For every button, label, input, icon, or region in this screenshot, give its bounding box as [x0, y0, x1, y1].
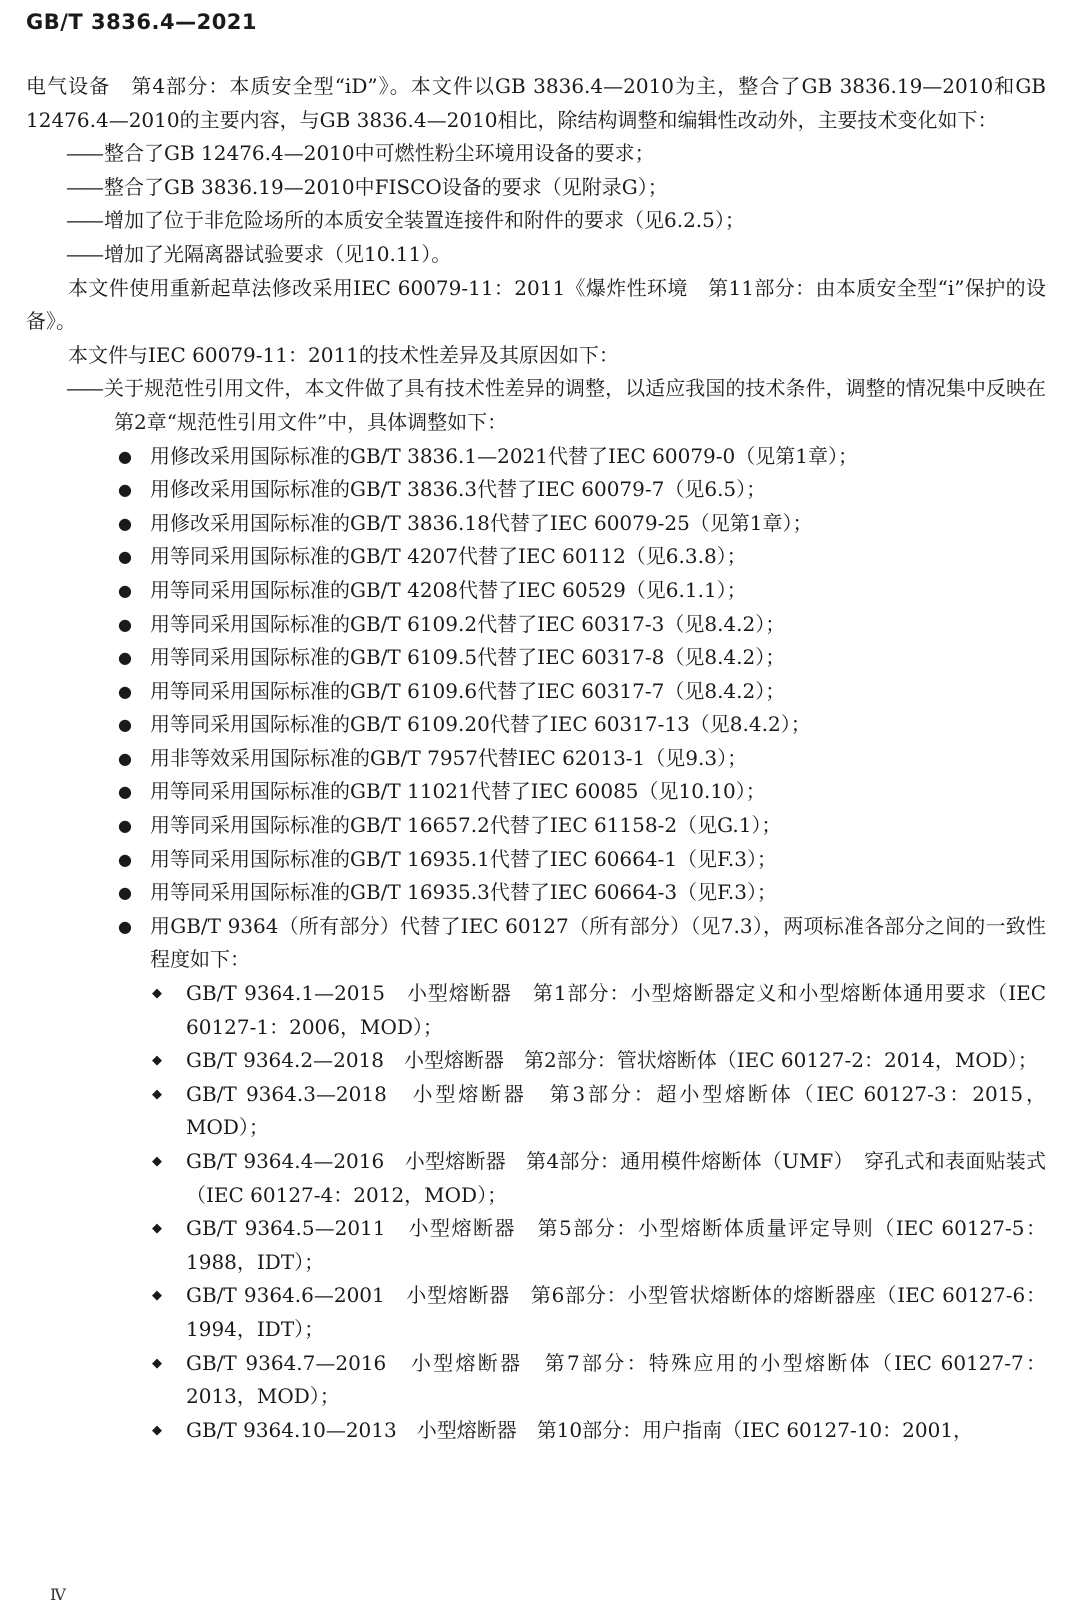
- diamond-marker: ◆: [152, 1154, 162, 1169]
- list-item: [26, 641, 1046, 675]
- bullet-text: 用等同采用国际标准的GB/T 4207代替了IEC 60112（见6.3.8）；: [150, 544, 747, 569]
- bullet-text: 用等同采用国际标准的GB/T 4208代替了IEC 60529（见6.1.1）；: [150, 577, 747, 602]
- list-item: [26, 440, 1046, 474]
- bullet-marker: ●: [118, 648, 132, 668]
- list-item: [26, 608, 1046, 642]
- bullet-text: 用等同采用国际标准的GB/T 6109.2代替了IEC 60317-3（见8.4.2）；: [150, 611, 786, 636]
- list-item: [26, 1044, 1046, 1078]
- list-item: [26, 574, 1046, 608]
- bullet-text: 用等同采用国际标准的GB/T 6109.5代替了IEC 60317-8（见8.4.2）；: [150, 645, 786, 670]
- dash-marker: ——: [66, 174, 102, 199]
- sub-item-text: GB/T 9364.10—2013 小型熔断器 第10部分：用户指南（IEC 60127-10：2001，: [186, 1417, 974, 1442]
- sub-item-text: GB/T 9364.7—2016 小型熔断器 第7部分：特殊应用的小型熔断体（IEC 60127-7：2013，MOD）；: [186, 1350, 1046, 1409]
- list-item: [26, 540, 1046, 574]
- sub-item-text: GB/T 9364.1—2015 小型熔断器 第1部分：小型熔断器定义和小型熔断体通用要求（IEC 60127-1：2006，MOD）；: [186, 981, 1046, 1039]
- list-item: [26, 1279, 1046, 1346]
- bullet-marker: ●: [118, 782, 132, 802]
- page-number: Ⅳ: [50, 1585, 66, 1604]
- list-item: [26, 137, 1046, 171]
- diamond-marker: ◆: [152, 986, 162, 1002]
- list-item: [26, 742, 1046, 776]
- list-item: [26, 708, 1046, 742]
- bullet-marker: ●: [118, 816, 132, 836]
- change-text: 整合了GB 12476.4—2010中可燃性粉尘环境用设备的要求；: [104, 141, 655, 166]
- change-text: 整合了GB 3836.19—2010中FISCO设备的要求（见附录G）；: [104, 174, 668, 199]
- sub-item-text: GB/T 9364.2—2018 小型熔断器 第2部分：管状熔断体（IEC 60127-2：2014，MOD）；: [186, 1048, 1038, 1073]
- bullet-marker: ●: [118, 681, 132, 701]
- bullet-text: 用等同采用国际标准的GB/T 16657.2代替了IEC 61158-2（见G.1）；: [150, 813, 782, 838]
- list-item: [26, 1347, 1046, 1414]
- change-text: 增加了光隔离器试验要求（见10.11）。: [104, 241, 452, 266]
- list-item: [26, 876, 1046, 910]
- difference-text: 关于规范性引用文件，本文件做了具有技术性差异的调整，以适应我国的技术条件，调整的情况集中反映在第2章“规范性引用文件”中，具体调整如下：: [104, 376, 1046, 434]
- list-item: [26, 775, 1046, 809]
- list-item: [26, 1078, 1046, 1145]
- sub-item-text: GB/T 9364.3—2018 小型熔断器 第3部分：超小型熔断体（IEC 60127-3：2015，MOD）；: [186, 1081, 1046, 1140]
- adoption-paragraph: 本文件使用重新起草法修改采用IEC 60079-11：2011《爆炸性环境 第11部分：由本质安全型“i”保护的设备》。: [26, 275, 1046, 334]
- intro-paragraph: 电气设备 第4部分：本质安全型“iD”》。本文件以GB 3836.4—2010为主，整合了GB 3836.19—2010和GB 12476.4—2010的主要内容，与GB 3836.4—2010相比，除结构调整和编辑性改动外，主要技术变化如下：: [26, 74, 1046, 132]
- bullet-marker: ●: [118, 513, 132, 533]
- list-item: [26, 910, 1046, 977]
- bullet-marker: ●: [118, 480, 132, 500]
- list-item: [26, 238, 1046, 272]
- diamond-marker: ◆: [152, 1053, 162, 1069]
- diamond-marker: ◆: [152, 1221, 162, 1237]
- list-item: [26, 1414, 1046, 1448]
- changes-list: [26, 137, 1046, 271]
- bullet-marker: ●: [118, 849, 132, 869]
- bullet-text: 用等同采用国际标准的GB/T 11021代替了IEC 60085（见10.10）；: [150, 779, 766, 804]
- bullet-marker: ●: [118, 715, 132, 735]
- list-item: [26, 977, 1046, 1044]
- bullet-marker: ●: [118, 446, 132, 466]
- dash-marker: ——: [66, 141, 102, 166]
- bullet-marker: ●: [118, 580, 132, 600]
- list-item: [26, 1212, 1046, 1279]
- dash-marker: ——: [66, 208, 102, 233]
- bullet-text: 用修改采用国际标准的GB/T 3836.1—2021代替了IEC 60079-0（见第1章）；: [150, 443, 858, 468]
- bullet-marker: ●: [118, 748, 132, 768]
- bullet-text: 用修改采用国际标准的GB/T 3836.18代替了IEC 60079-25（见第1章）；: [150, 510, 813, 535]
- bullet-marker: ●: [118, 614, 132, 634]
- list-item: [26, 843, 1046, 877]
- sub-item-text: GB/T 9364.4—2016 小型熔断器 第4部分：通用模件熔断体（UMF） 穿孔式和表面贴装式（IEC 60127-4：2012，MOD）；: [186, 1149, 1046, 1207]
- dash-marker: ——: [66, 241, 102, 266]
- list-item: [26, 204, 1046, 238]
- diamond-marker: ◆: [152, 1355, 162, 1371]
- list-item: [26, 809, 1046, 843]
- diamond-marker: ◆: [152, 1422, 162, 1438]
- sub-list: [26, 977, 1046, 1447]
- list-item: [26, 1145, 1046, 1212]
- bullet-text: 用非等效采用国际标准的GB/T 7957代替IEC 62013-1（见9.3）；: [150, 745, 748, 770]
- list-item: [26, 507, 1046, 541]
- sub-item-text: GB/T 9364.5—2011 小型熔断器 第5部分：小型熔断体质量评定导则（IEC 60127-5：1988，IDT）；: [186, 1216, 1046, 1274]
- sub-item-text: GB/T 9364.6—2001 小型熔断器 第6部分：小型管状熔断体的熔断器座（IEC 60127-6：1994，IDT）；: [186, 1283, 1046, 1341]
- bullet-list: [26, 440, 1046, 978]
- bullet-marker: ●: [118, 883, 132, 903]
- diamond-marker: ◆: [152, 1288, 162, 1304]
- dash-marker: ——: [66, 376, 102, 401]
- bullet-text: 用GB/T 9364（所有部分）代替了IEC 60127（所有部分）（见7.3），两项标准各部分之间的一致性程度如下：: [150, 913, 1046, 972]
- bullet-text: 用修改采用国际标准的GB/T 3836.3代替了IEC 60079-7（见6.5）；: [150, 477, 767, 502]
- list-item: [26, 171, 1046, 205]
- bullet-text: 用等同采用国际标准的GB/T 16935.1代替了IEC 60664-1（见F.3）；: [150, 846, 777, 871]
- bullet-text: 用等同采用国际标准的GB/T 16935.3代替了IEC 60664-3（见F.3）；: [150, 880, 777, 905]
- differences-item: [26, 372, 1046, 439]
- change-text: 增加了位于非危险场所的本质安全装置连接件和附件的要求（见6.2.5）；: [104, 208, 745, 233]
- bullet-marker: ●: [118, 547, 132, 567]
- diamond-marker: ◆: [152, 1086, 162, 1102]
- list-item: [26, 675, 1046, 709]
- standard-code-header: GB/T 3836.4—2021: [26, 10, 258, 34]
- differences-intro: 本文件与IEC 60079-11：2011的技术性差异及其原因如下：: [68, 342, 619, 367]
- bullet-marker: ●: [118, 916, 132, 936]
- list-item: [26, 473, 1046, 507]
- bullet-text: 用等同采用国际标准的GB/T 6109.20代替了IEC 60317-13（见8.4.2）；: [150, 712, 811, 737]
- bullet-text: 用等同采用国际标准的GB/T 6109.6代替了IEC 60317-7（见8.4.2）；: [150, 678, 786, 703]
- document-body: [26, 70, 1046, 1447]
